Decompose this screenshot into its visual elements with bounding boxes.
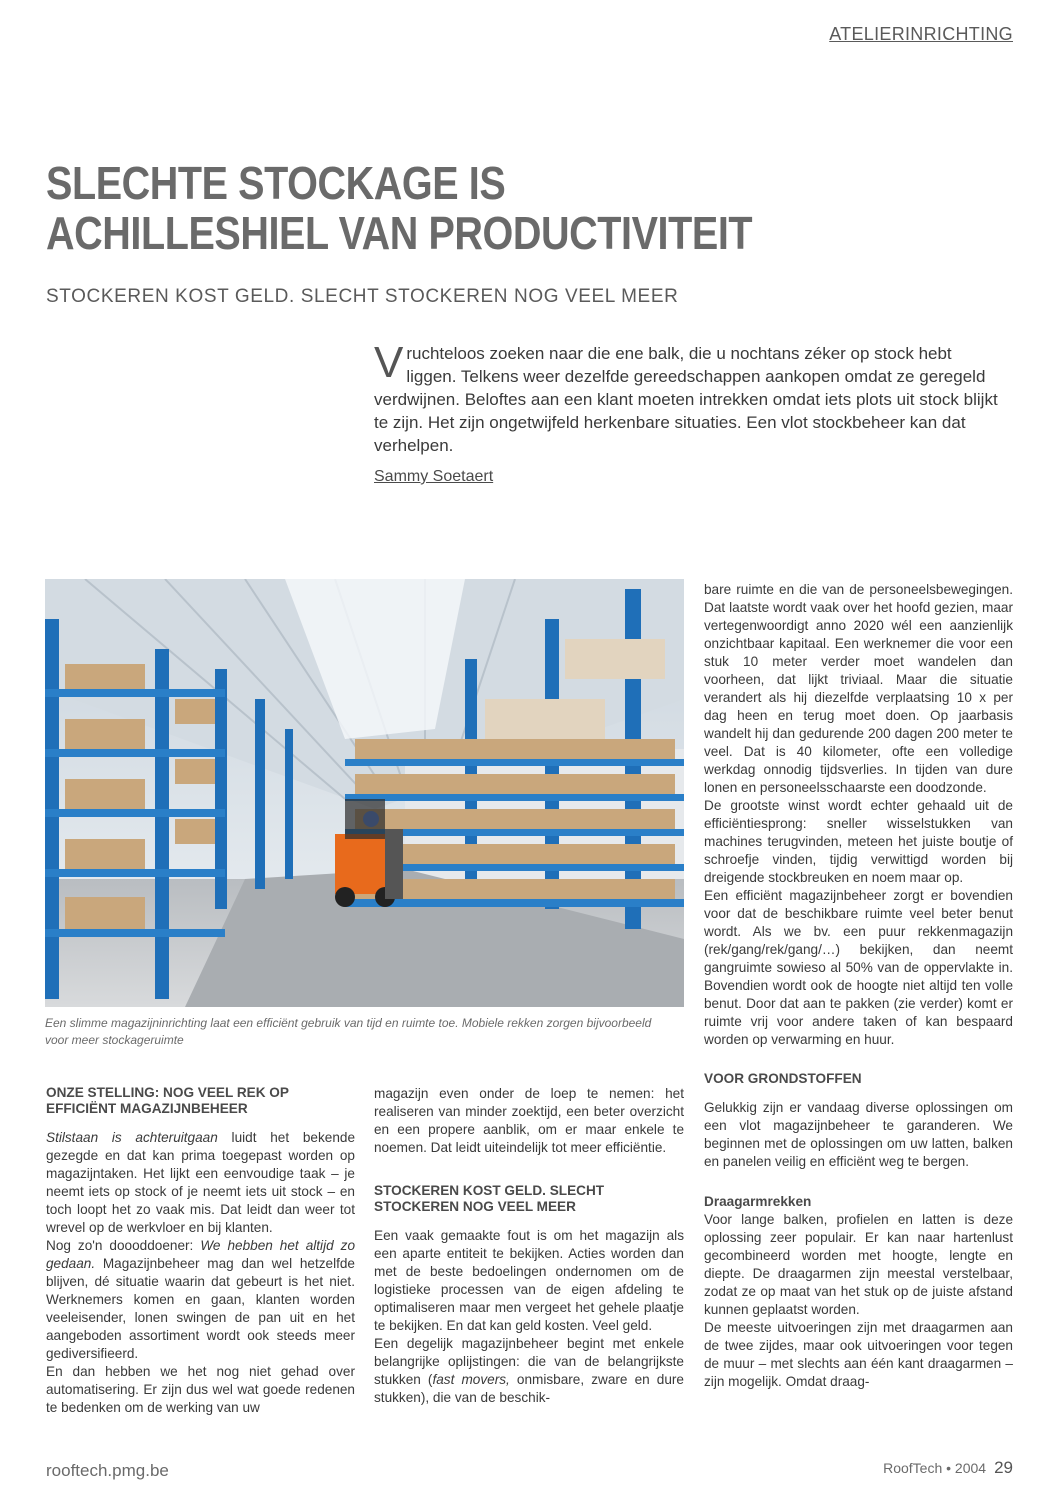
article-lead	[374, 338, 1004, 457]
paragraph: Stilstaan is achteruitgaan luidt het bekende gezegde en dat kan prima toegepast worden op magazijntaken. Het lijkt een eenvoudige taak – je neemt iets op stock of je neemt iets uit stock – en toch loopt het zo vaak mis. Dat leidt dan weer tot wrevel op de werkvloer en bij klanten.	[46, 1130, 356, 1235]
paragraph: bare ruimte en die van de personeelsbewegingen. Dat laatste wordt vaak over het hoofd gezien, maar vertegenwoordigt anno 2020 wél een aanzienlijk onzichtbaar kapitaal. Een werknemer die voor een stuk 10 meter verder moet wandelen dan voorheen, dat lijkt triviaal. Maar die situatie verandert als hij diezelfde verplaatsing 10 x per dag heen en terug moet doen. Op jaarbasis wandelt hij dan gedurende 200 dagen 200 meter te veel. Dat is 40 kilometer, ofte een volledige werkdag onnodig tijdsverlies. In tijden van dure lonen en personeelsschaarste een doodzonde.	[704, 582, 1013, 795]
column-3	[704, 581, 1013, 1391]
page-number: 29	[994, 1458, 1013, 1477]
paragraph: En dan hebben we het nog niet gehad over automatisering. Er zijn dus wel wat goede redenen te bedenken om de werking van uw	[46, 1364, 355, 1415]
paragraph: Een degelijk magazijnbeheer begint met enkele belangrijke oplijstingen: die van de belangrijkste stukken (fast movers, onmisbare, zware en dure stukken), die van de beschik-	[374, 1336, 684, 1405]
paragraph: Nog zo'n doooddoener: We hebben het altijd zo gedaan. Magazijnbeheer mag dan wel hetzelfde blijven, dé situatie waarin dat gebeurt is het niet. Werknemers komen en gaan, klanten worden veeleisender, lonen swingen de pan uit en het aangeboden assortiment wordt ook steeds meer gediversifieerd.	[46, 1238, 356, 1361]
subsection-heading: Draagarmrekken	[704, 1194, 812, 1209]
section-heading-2: STOCKEREN KOST GELD. SLECHT STOCKEREN NOG VEEL MEER	[374, 1183, 605, 1214]
paragraph: De meeste uitvoeringen zijn met draagarmen aan de twee zijdes, maar ook uitvoeringen voor tegen de muur – met slechts aan één kant draagarmen – zijn mogelijk. Omdat draag-	[704, 1320, 1013, 1389]
section-tag: ATELIERINRICHTING	[829, 24, 1013, 44]
drop-cap: V	[374, 338, 404, 387]
column-1	[46, 1085, 355, 1417]
warehouse-photo	[45, 579, 684, 1007]
article-subtitle: STOCKEREN KOST GELD. SLECHT STOCKEREN NOG VEEL MEER	[46, 286, 679, 307]
column-2	[374, 1085, 684, 1407]
section-heading-3: VOOR GRONDSTOFFEN	[704, 1071, 862, 1086]
article-title	[46, 158, 820, 258]
lead-text: ruchteloos zoeken naar die ene balk, die u nochtans zéker op stock hebt liggen. Telkens weer dezelfde gereedschappen aankopen omdat ze geregeld verdwijnen. Beloftes aan een klant moeten intrekken omdat iets plots uit stock blijkt te zijn. Het zijn ongetwijfeld herkenbare situaties. Een vlot stockbeheer kan dat verhelpen.	[374, 344, 998, 455]
paragraph: Gelukkig zijn er vandaag diverse oplossingen om een vlot magazijnbeheer te garanderen. We beginnen met de oplossingen om uw latten, balken en panelen veilig en efficiënt weg te bergen.	[704, 1100, 1013, 1169]
author-byline: Sammy Soetaert	[374, 468, 494, 485]
photo-caption: Een slimme magazijninrichting laat een efficiënt gebruik van tijd en ruimte toe. Mobiele rekken zorgen bijvoorbeeld voor meer stockageruimte	[45, 1016, 652, 1047]
section-heading-1: ONZE STELLING: NOG VEEL REK OP EFFICIËNT MAGAZIJNBEHEER	[46, 1085, 289, 1116]
paragraph: Een efficiënt magazijnbeheer zorgt er bovendien voor dat de beschikbare ruimte veel beter benut wordt. Als we bv. een puur rekkenmagazijn (rek/gang/rek/gang/…) bekijken, dan neemt gangruimte sowieso al 50% van de oppervlakte in. Bovendien wordt ook de hoogte niet altijd ten volle benut. Door dat aan te pakken (zie verder) komt er ruimte vrij voor andere taken of kan bespaard worden op verwarming en huur.	[704, 888, 1013, 1047]
paragraph: Een vaak gemaakte fout is om het magazijn als een aparte entiteit te bekijken. Acties worden dan met de beste bedoelingen ondernomen om de logistieke processen van de eigen afdeling te optimaliseren maar men vergeet het gehele plaatje te bekijken. En dat kan geld kosten. Veel geld.	[374, 1228, 684, 1333]
paragraph: De grootste winst wordt echter gehaald uit de efficiëntiesprong: sneller wisselstukken van machines terugvinden, meteen het juiste boutje of schroefje vinden, tijdig verwittigd worden bij dreigende stockbreuken en noem maar op.	[704, 798, 1013, 885]
title-line-2: ACHILLESHIEL VAN PRODUCTIVITEIT	[46, 207, 753, 259]
paragraph: Voor lange balken, profielen en latten is deze oplossing zeer populair. Er kan naar hartenlust gecombineerd worden met hoogte, lengte en diepte. De draagarmen zijn meestal verstelbaar, zodat ze op maat van het stuk op de juiste afstand kunnen geplaatst worden.	[704, 1212, 1013, 1317]
footer-website: rooftech.pmg.be	[46, 1461, 169, 1480]
footer-folio	[883, 1458, 1013, 1478]
magazine-issue: RoofTech • 2004	[883, 1460, 987, 1476]
title-line-1: SLECHTE STOCKAGE IS	[46, 157, 506, 209]
paragraph: magazijn even onder de loep te nemen: het realiseren van minder zoektijd, een beter overzicht en een propere aanblik, om er maar enkele te noemen. Dat leidt uiteindelijk tot meer efficiëntie.	[374, 1086, 684, 1155]
